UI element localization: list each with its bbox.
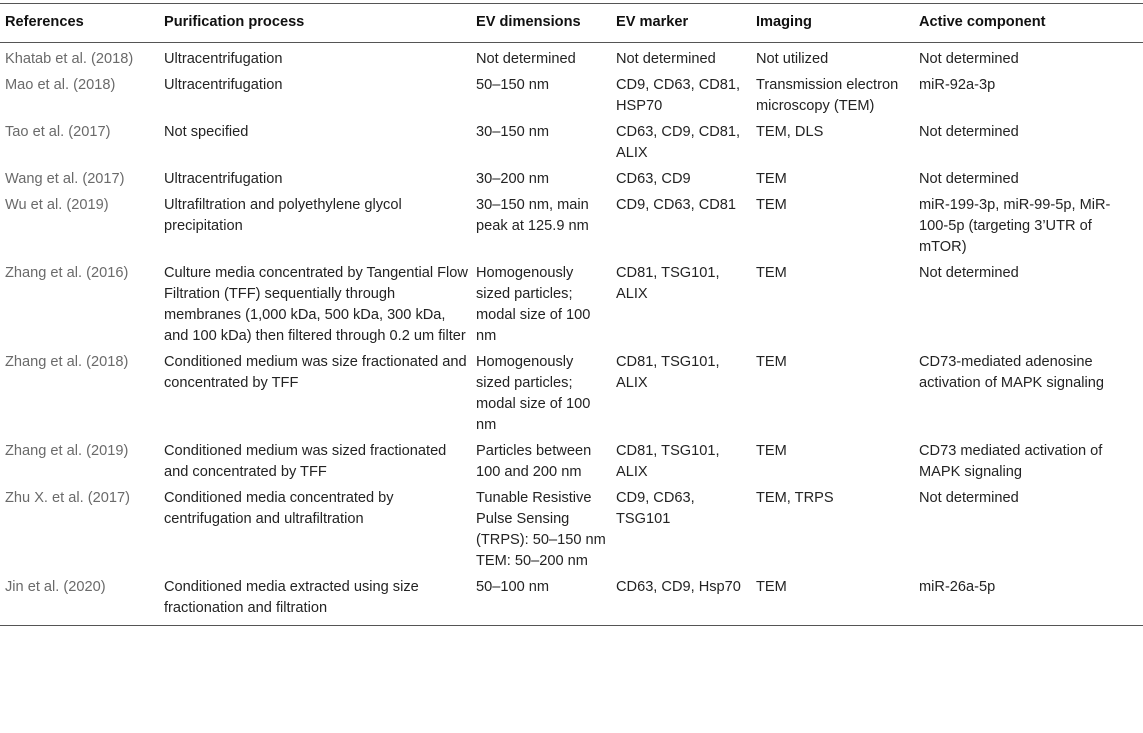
cell-marker: CD81, TSG101, ALIX [616,265,720,302]
cell-active-component: miR-26a-5p [915,575,1143,626]
cell-reference: Zhang et al. (2018) [5,354,129,370]
cell-purification: Ultracentrifugation [164,171,283,187]
cell-active-component: Not determined [919,171,1019,187]
cell-dimensions: Particles between 100 and 200 nm [476,443,592,480]
cell-purification: Conditioned medium was size fractionated and concentrated by TFF [164,354,467,391]
cell-reference: Khatab et al. (2018) [5,51,134,67]
cell-dimensions: Not determined [476,51,576,67]
cell-marker: CD9, CD63, TSG101 [616,490,695,527]
table-row [0,575,1143,626]
cell-purification: Ultracentrifugation [164,77,283,93]
cell-reference: Wu et al. (2019) [5,197,109,213]
cell-dimensions: 30–200 nm [476,171,550,187]
cell-imaging: TEM [752,575,915,626]
cell-active-component: Not determined [919,265,1019,281]
cell-marker: CD9, CD63, CD81 [616,197,737,213]
cell-active-component: miR-92a-3p [919,77,996,93]
header-references: References [0,4,160,43]
cell-imaging: TEM [756,265,787,281]
cell-reference: Zhu X. et al. (2017) [5,490,130,506]
header-imaging: Imaging [752,4,915,43]
cell-imaging: Transmission electron microscopy (TEM) [756,77,899,114]
cell-purification: Ultrafiltration and polyethylene glycol precipitation [164,197,402,234]
cell-reference: Wang et al. (2017) [5,171,125,187]
cell-reference: Mao et al. (2018) [5,77,116,93]
table-row [0,73,1143,120]
cell-imaging: TEM, TRPS [756,490,834,506]
cell-dimensions: 30–150 nm [476,124,550,140]
cell-purification: Conditioned medium was sized fractionated and concentrated by TFF [164,443,447,480]
cell-dimensions: 50–100 nm [472,575,612,626]
header-purification-process: Purification process [160,4,472,43]
cell-marker: CD9, CD63, CD81, HSP70 [616,77,741,114]
cell-dimensions: Homogenously sized particles; modal size of 100 nm [476,265,591,344]
header-row [0,4,1143,43]
cell-reference: Zhang et al. (2019) [5,443,129,459]
table-row [0,261,1143,350]
cell-marker: CD81, TSG101, ALIX [616,354,720,391]
cell-active-component: Not determined [919,490,1019,506]
header-active-component: Active component [915,4,1143,43]
cell-active-component: Not determined [919,124,1019,140]
cell-marker: CD63, CD9 [616,171,691,187]
cell-imaging: TEM [756,354,787,370]
cell-dimensions: Homogenously sized particles; modal size of 100 nm [476,354,591,433]
cell-imaging: TEM [756,443,787,459]
table-row [0,350,1143,439]
cell-dimensions: 30–150 nm, main peak at 125.9 nm [476,197,589,234]
table-row [0,439,1143,486]
cell-active-component: CD73 mediated activation of MAPK signaling [919,443,1103,480]
cell-reference: Tao et al. (2017) [5,124,111,140]
cell-imaging: TEM, DLS [756,124,824,140]
cell-purification: Conditioned media concentrated by centrifugation and ultrafiltration [164,490,394,527]
cell-active-component: CD73-mediated adenosine activation of MAPK signaling [919,354,1104,391]
table-row [0,193,1143,261]
table-row [0,486,1143,575]
cell-imaging: TEM [756,171,787,187]
cell-marker: Not determined [616,51,716,67]
table-row [0,43,1143,73]
cell-imaging: Not utilized [756,51,829,67]
table-header [0,4,1143,43]
table-row [0,120,1143,167]
cell-reference: Zhang et al. (2016) [5,265,129,281]
table-row [0,167,1143,193]
cell-purification: Culture media concentrated by Tangential Flow Filtration (TFF) sequentially through membranes (1,000 kDa, 500 kDa, 300 kDa, and 100 kDa) then filtered through 0.2 um filter [164,265,468,344]
cell-purification: Not specified [164,124,249,140]
cell-marker: CD63, CD9, CD81, ALIX [616,124,741,161]
cell-purification: Ultracentrifugation [164,51,283,67]
cell-dimensions: Tunable Resistive Pulse Sensing (TRPS): 50–150 nm TEM: 50–200 nm [476,490,606,569]
cell-marker: CD63, CD9, Hsp70 [612,575,752,626]
cell-reference: Jin et al. (2020) [0,575,160,626]
header-ev-dimensions: EV dimensions [472,4,612,43]
cell-dimensions: 50–150 nm [476,77,550,93]
cell-active-component: Not determined [919,51,1019,67]
table-body [0,43,1143,626]
header-ev-marker: EV marker [612,4,752,43]
ev-characterization-table [0,3,1143,626]
cell-active-component: miR-199-3p, miR-99-5p, MiR-100-5p (targeting 3’UTR of mTOR) [919,197,1111,255]
cell-marker: CD81, TSG101, ALIX [616,443,720,480]
cell-purification: Conditioned media extracted using size fractionation and filtration [160,575,472,626]
cell-imaging: TEM [756,197,787,213]
